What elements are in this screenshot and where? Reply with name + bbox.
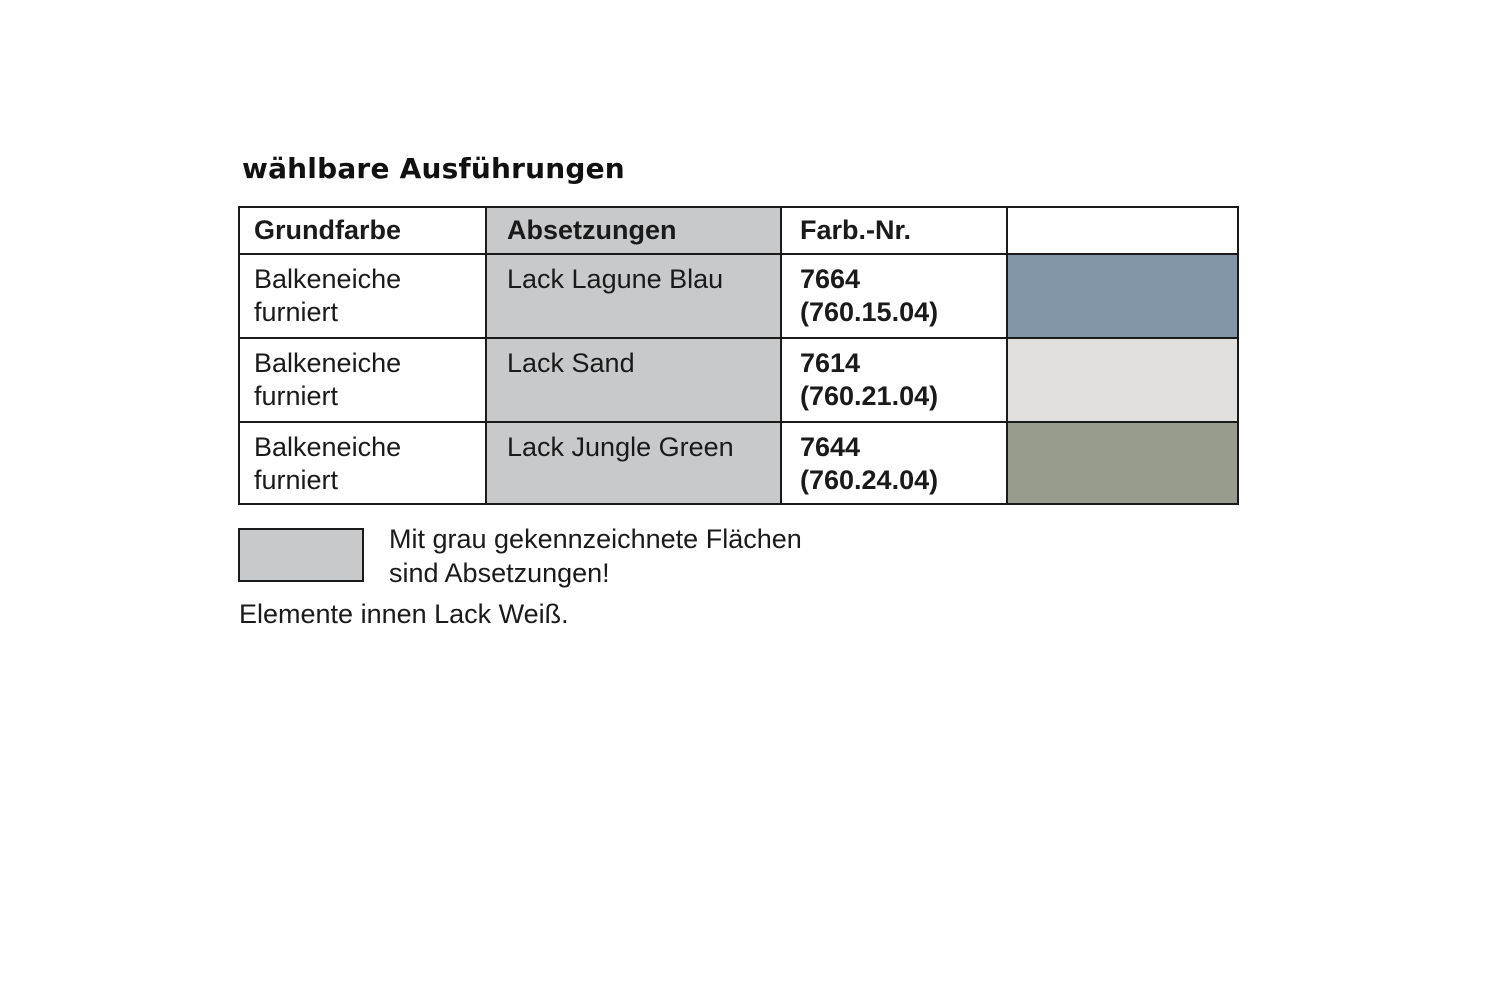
- color-number-cell: [781, 338, 1007, 422]
- color-number-sub: (760.15.04): [800, 297, 939, 327]
- header-color-number: Farb.-Nr.: [781, 207, 1007, 254]
- base-color-line1: Balkeneiche: [254, 348, 402, 378]
- legend-gray-box: [238, 528, 364, 582]
- base-color-line1: Balkeneiche: [254, 432, 402, 462]
- legend-text: [389, 522, 802, 590]
- base-color-line2: furniert: [254, 297, 339, 327]
- header-accents: Absetzungen: [486, 207, 781, 254]
- color-number: 7664: [800, 264, 861, 294]
- table-header-row: [239, 207, 1238, 254]
- color-swatch: [1007, 422, 1238, 504]
- color-number-sub: (760.24.04): [800, 465, 939, 495]
- color-swatch: [1007, 338, 1238, 422]
- header-swatch: [1007, 207, 1238, 254]
- base-color-cell: [239, 422, 486, 504]
- legend-line2: sind Absetzungen!: [389, 558, 610, 588]
- legend-line1: Mit grau gekennzeichnete Flächen: [389, 524, 802, 554]
- base-color-cell: [239, 338, 486, 422]
- accent-cell: Lack Jungle Green: [486, 422, 781, 504]
- table-row: [239, 338, 1238, 422]
- page-title: wählbare Ausführungen: [242, 152, 625, 185]
- color-number-cell: [781, 422, 1007, 504]
- color-number: 7614: [800, 348, 861, 378]
- accent-cell: Lack Sand: [486, 338, 781, 422]
- table-row: [239, 254, 1238, 338]
- base-color-cell: [239, 254, 486, 338]
- header-base-color: Grundfarbe: [239, 207, 486, 254]
- base-color-line1: Balkeneiche: [254, 264, 402, 294]
- variants-table: [238, 206, 1239, 505]
- color-number: 7644: [800, 432, 861, 462]
- color-number-sub: (760.21.04): [800, 381, 939, 411]
- base-color-line2: furniert: [254, 381, 339, 411]
- color-number-cell: [781, 254, 1007, 338]
- table-row: [239, 422, 1238, 504]
- interior-note: Elemente innen Lack Weiß.: [239, 599, 569, 629]
- accent-cell: Lack Lagune Blau: [486, 254, 781, 338]
- base-color-line2: furniert: [254, 465, 339, 495]
- color-swatch: [1007, 254, 1238, 338]
